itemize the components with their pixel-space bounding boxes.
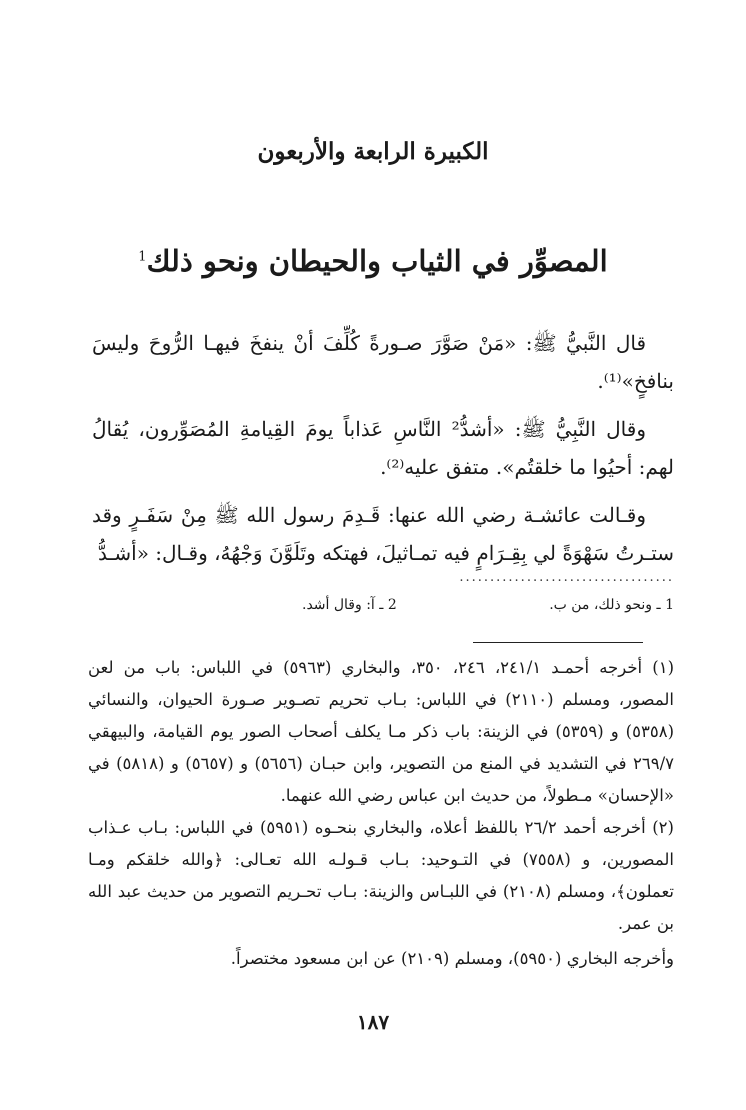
footnote-1: (١) أخرجه أحمـد ٢٤١/١، ٢٤٦، ٣٥٠، والبخاري (٥٩٦٣) في اللباس: باب من لعن المصور، ومسلم (٢١١٠) في اللباس: بـاب تحريم تصـوير صـورة الحيوان، والنسائي (٥٣٥٨) و (٥٣٥٩) في الزينة: باب ذكر مـا يكلف أصحاب الصور يوم القيامة، والبيهقي ٢٦٩/٧ في التشديد في المنع من التصوير، وابن حبـان (٥٦٥٦) و (٥٦٥٧) و (٥٨١٨) في «الإحسان» مـطولاً، من حديث ابن عباس رضي الله عنهما. bbox=[88, 658, 674, 805]
section-title bbox=[0, 244, 746, 278]
paragraph-hadith-2: وقال النَّبِيُّ ﷺ: «أشدُّ² النَّاسِ عَذاباً يومَ القِيامةِ المُصَوِّرون، يُقالُ لهم: أحيُوا ما خلقتُم». متفق عليه⁽²⁾. bbox=[92, 417, 674, 479]
footnote-divider bbox=[473, 642, 643, 643]
chapter-title: الكبيرة الرابعة والأربعون bbox=[257, 138, 489, 165]
textual-notes bbox=[92, 597, 674, 613]
footnote-2: (٢) أخرجه أحمد ٢٦/٢ باللفظ أعلاه، والبخاري بنحـوه (٥٩٥١) في اللباس: بـاب عـذاب المصورين، و (٧٥٥٨) في التـوحيد: بـاب قـولـه الله تعـالى: ﴿والله خلقكم ومـا تعملون﴾، ومسلم (٢١٠٨) في اللبـاس والزينة: بـاب تحـريم التصوير من حديث عبد الله بن عمر. bbox=[88, 818, 674, 933]
textual-note-1: 1 ـ ونحو ذلك، من ب. bbox=[549, 597, 674, 613]
section-title-text: المصوِّر في الثياب والحيطان ونحو ذلك bbox=[146, 244, 608, 278]
paragraph-hadith-1: قال النَّبيُّ ﷺ: «مَنْ صَوَّرَ صـورةً كُلِّفَ أنْ ينفخَ فيهـا الرُّوحَ وليسَ بنافخٍ»⁽¹⁾. bbox=[92, 331, 674, 393]
footnote-2-continued: وأخرجه البخاري (٥٩٥٠)، ومسلم (٢١٠٩) عن ابن مسعود مختصراً. bbox=[230, 949, 674, 968]
dotted-separator: ................................... bbox=[459, 570, 674, 585]
page-number: ١٨٧ bbox=[356, 1010, 390, 1034]
textual-note-2: 2 ـ آ: وقال أشد. bbox=[302, 597, 397, 613]
paragraph-hadith-3: وقـالت عائشـة رضي الله عنها: قَـدِمَ رسول الله ﷺ مِنْ سَفَـرٍ وقد ستـرتُ سَهْوَةً لي بِقِـرَامٍ فيه تمـاثيلَ، فهتكه وتَلَوَّنَ وَجْهُهُ، وقـال: «أشـدُّ bbox=[92, 503, 674, 565]
section-title-note-marker: 1 bbox=[138, 249, 147, 265]
